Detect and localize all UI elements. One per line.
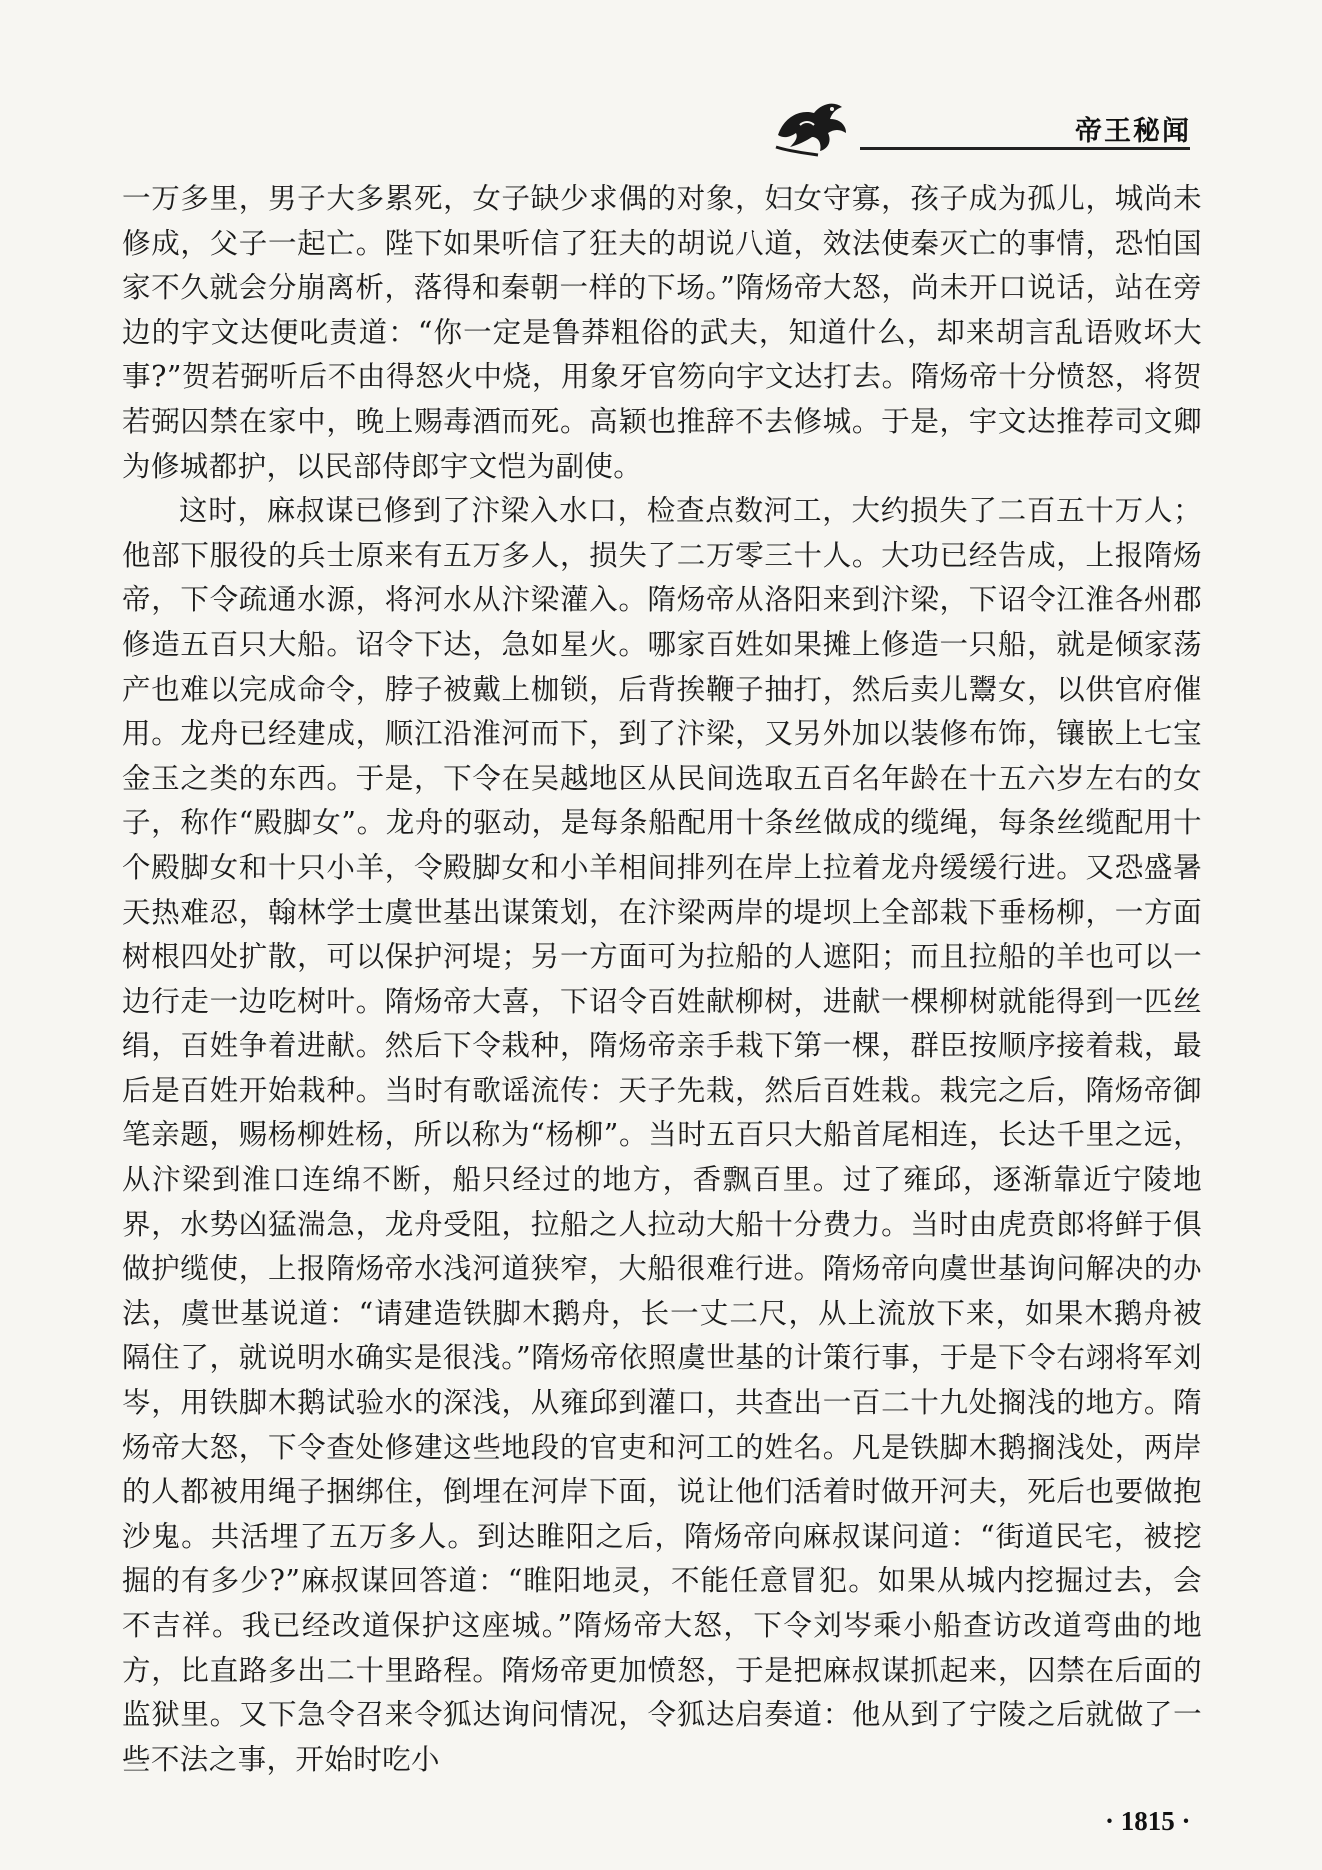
page-header	[0, 95, 1322, 165]
paragraph-2: 这时，麻叔谋已修到了汴梁入水口，检查点数河工，大约损失了二百五十万人；他部下服役的兵士原来有五万多人，损失了二万零三十人。大功已经告成，上报隋炀帝，下令疏通水源，将河水从汴梁灌入。隋炀帝从洛阳来到汴梁，下诏令江淮各州郡修造五百只大船。诏令下达，急如星火。哪家百姓如果摊上修造一只船，就是倾家荡产也难以完成命令，脖子被戴上枷锁，后背挨鞭子抽打，然后卖儿鬻女，以供官府催用。龙舟已经建成，顺江沿淮河而下，到了汴梁，又另外加以装修布饰，镶嵌上七宝金玉之类的东西。于是，下令在吴越地区从民间选取五百名年龄在十五六岁左右的女子，称作“殿脚女”。龙舟的驱动，是每条船配用十条丝做成的缆绳，每条丝缆配用十个殿脚女和十只小羊，令殿脚女和小羊相间排列在岸上拉着龙舟缓缓行进。又恐盛暑天热难忍，翰林学士虞世基出谋策划，在汴梁两岸的堤坝上全部栽下垂杨柳，一方面树根四处扩散，可以保护河堤；另一方面可为拉船的人遮阳；而且拉船的羊也可以一边行走一边吃树叶。隋炀帝大喜，下诏令百姓献柳树，进献一棵柳树就能得到一匹丝绢，百姓争着进献。然后下令栽种，隋炀帝亲手栽下第一棵，群臣按顺序接着栽，最后是百姓开始栽种。当时有歌谣流传：天子先栽，然后百姓栽。栽完之后，隋炀帝御笔亲题，赐杨柳姓杨，所以称为“杨柳”。当时五百只大船首尾相连，长达千里之远，从汴梁到淮口连绵不断，船只经过的地方，香飘百里。过了雍邱，逐渐靠近宁陵地界，水势凶猛湍急，龙舟受阻，拉船之人拉动大船十分费力。当时由虎贲郎将鲜于俱做护缆使，上报隋炀帝水浅河道狭窄，大船很难行进。隋炀帝向虞世基询问解决的办法，虞世基说道：“请建造铁脚木鹅舟，长一丈二尺，从上流放下来，如果木鹅舟被隔住了，就说明水确实是很浅。”隋炀帝依照虞世基的计策行事，于是下令右翊将军刘岑，用铁脚木鹅试验水的深浅，从雍邱到灌口，共查出一百二十九处搁浅的地方。隋炀帝大怒，下令查处修建这些地段的官吏和河工的姓名。凡是铁脚木鹅搁浅处，两岸的人都被用绳子捆绑住，倒埋在河岸下面，说让他们活着时做开河夫，死后也要做抱沙鬼。共活埋了五万多人。到达睢阳之后，隋炀帝向麻叔谋问道：“街道民宅，被挖掘的有多少?”麻叔谋回答道：“睢阳地灵，不能任意冒犯。如果从城内挖掘过去，会不吉祥。我已经改道保护这座城。”隋炀帝大怒，下令刘岑乘小船查访改道弯曲的地方，比直路多出二十里路程。隋炀帝更加愤怒，于是把麻叔谋抓起来，囚禁在后面的监狱里。又下急令召来令狐达询问情况，令狐达启奏道：他从到了宁陵之后就做了一些不法之事，开始时吃小	[122, 494, 1202, 1776]
header-rule	[860, 147, 1190, 150]
header-title: 帝王秘闻	[1075, 116, 1191, 147]
paragraph-1: 一万多里，男子大多累死，女子缺少求偶的对象，妇女守寡，孩子成为孤儿，城尚未修成，父子一起亡。陛下如果听信了狂夫的胡说八道，效法使秦灭亡的事情，恐怕国家不久就会分崩离析，落得和秦朝一样的下场。”隋炀帝大怒，尚未开口说话，站在旁边的宇文达便叱责道：“你一定是鲁莽粗俗的武夫，知道什么，却来胡言乱语败坏大事?”贺若弼听后不由得怒火中烧，用象牙官笏向宇文达打去。隋炀帝十分愤怒，将贺若弼囚禁在家中，晚上赐毒酒而死。高颖也推辞不去修城。于是，宇文达推荐司文卿为修城都护，以民部侍郎宇文恺为副使。	[122, 182, 1202, 483]
page-number: · 1815 ·	[1105, 1806, 1191, 1836]
body-text	[122, 177, 1202, 1782]
dragon-icon	[770, 95, 850, 157]
